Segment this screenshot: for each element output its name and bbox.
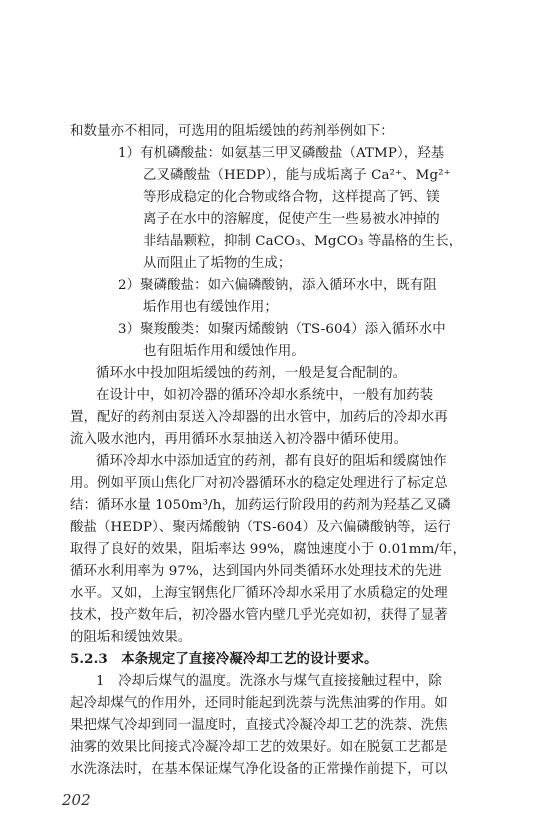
- text-line: 非结晶颗粒，抑制 CaCO₃、MgCO₃ 等晶格的生长，: [143, 234, 463, 249]
- text-line: 循环冷却水中添加适宜的药剂，都有良好的阻垢和缓腐蚀作: [96, 454, 447, 469]
- text-line: 1 冷却后煤气的温度。洗涤水与煤气直接接触过程中，除: [96, 674, 442, 689]
- text-line: 从而阻止了垢物的生成；: [143, 256, 292, 271]
- text-line: 油雾的效果比间接式冷凝冷却工艺的效果好。如在脱氨工艺都是: [70, 740, 448, 755]
- text-line: 取得了良好的效果，阻垢率达 99%，腐蚀速度小于 0.01mm/年，: [70, 542, 466, 557]
- text-line: 水洗涤法时，在基本保证煤气净化设备的正常操作前提下，可以: [70, 762, 448, 777]
- section-heading: 5.2.3 本条规定了直接冷凝冷却工艺的设计要求。: [70, 651, 378, 667]
- text-line: 在设计中，如初冷器的循环冷却水系统中，一般有加药装: [96, 388, 434, 403]
- text-line: 水平。又如，上海宝钢焦化厂循环冷却水采用了水质稳定的处理: [70, 586, 448, 601]
- text-line: 离子在水中的溶解度，促使产生一些易被水冲掉的: [143, 212, 440, 227]
- page-number: 202: [62, 791, 91, 809]
- text-line: 循环水中投加阻垢缓蚀的药剂，一般是复合配制的。: [96, 366, 407, 381]
- list-item-3: 3）聚羧酸类：如聚丙烯酸钠（TS-604）添入循环水中: [118, 322, 446, 337]
- text-line: 循环水利用率为 97%，达到国内外同类循环水处理技术的先进: [70, 564, 442, 579]
- text-line: 等形成稳定的化合物或络合物，这样提高了钙、镁: [143, 190, 440, 205]
- text-line: 酸盐（HEDP）、聚丙烯酸钠（TS-604）及六偏磷酸钠等，运行: [70, 520, 451, 535]
- text-line: 果把煤气冷却到同一温度时，直接式冷凝冷却工艺的洗萘、洗焦: [70, 718, 448, 733]
- text-line: 和数量亦不相同，可选用的阻垢缓蚀的药剂举例如下：: [70, 124, 394, 139]
- text-line: 技术，投产数年后，初冷器水管内壁几乎光亮如初，获得了显著: [70, 608, 448, 623]
- text-line: 流入吸水池内，再用循环水泵抽送入初冷器中循环使用。: [70, 432, 408, 447]
- text-line: 也有阻垢作用和缓蚀作用。: [143, 344, 305, 359]
- text-line: 起冷却煤气的作用外，还同时能起到洗萘与洗焦油雾的作用。如: [70, 696, 448, 711]
- text-line: 垢作用也有缓蚀作用；: [143, 300, 278, 315]
- list-item-1: 1）有机磷酸盐：如氨基三甲叉磷酸盐（ATMP），羟基: [118, 146, 445, 161]
- text-line: 乙叉磷酸盐（HEDP），能与成垢离子 Ca²⁺、Mg²⁺: [143, 168, 451, 183]
- list-item-2: 2）聚磷酸盐：如六偏磷酸钠，添入循环水中，既有阻: [118, 278, 437, 293]
- text-line: 置，配好的药剂由泵送入冷却器的出水管中，加药后的冷却水再: [70, 410, 448, 425]
- text-line: 的阻垢和缓蚀效果。: [70, 630, 192, 645]
- text-line: 结：循环水量 1050m³/h，加药运行阶段用的药剂为羟基乙叉磷: [70, 498, 451, 513]
- text-line: 用。例如平顶山焦化厂对初冷器循环水的稳定处理进行了标定总: [70, 476, 448, 491]
